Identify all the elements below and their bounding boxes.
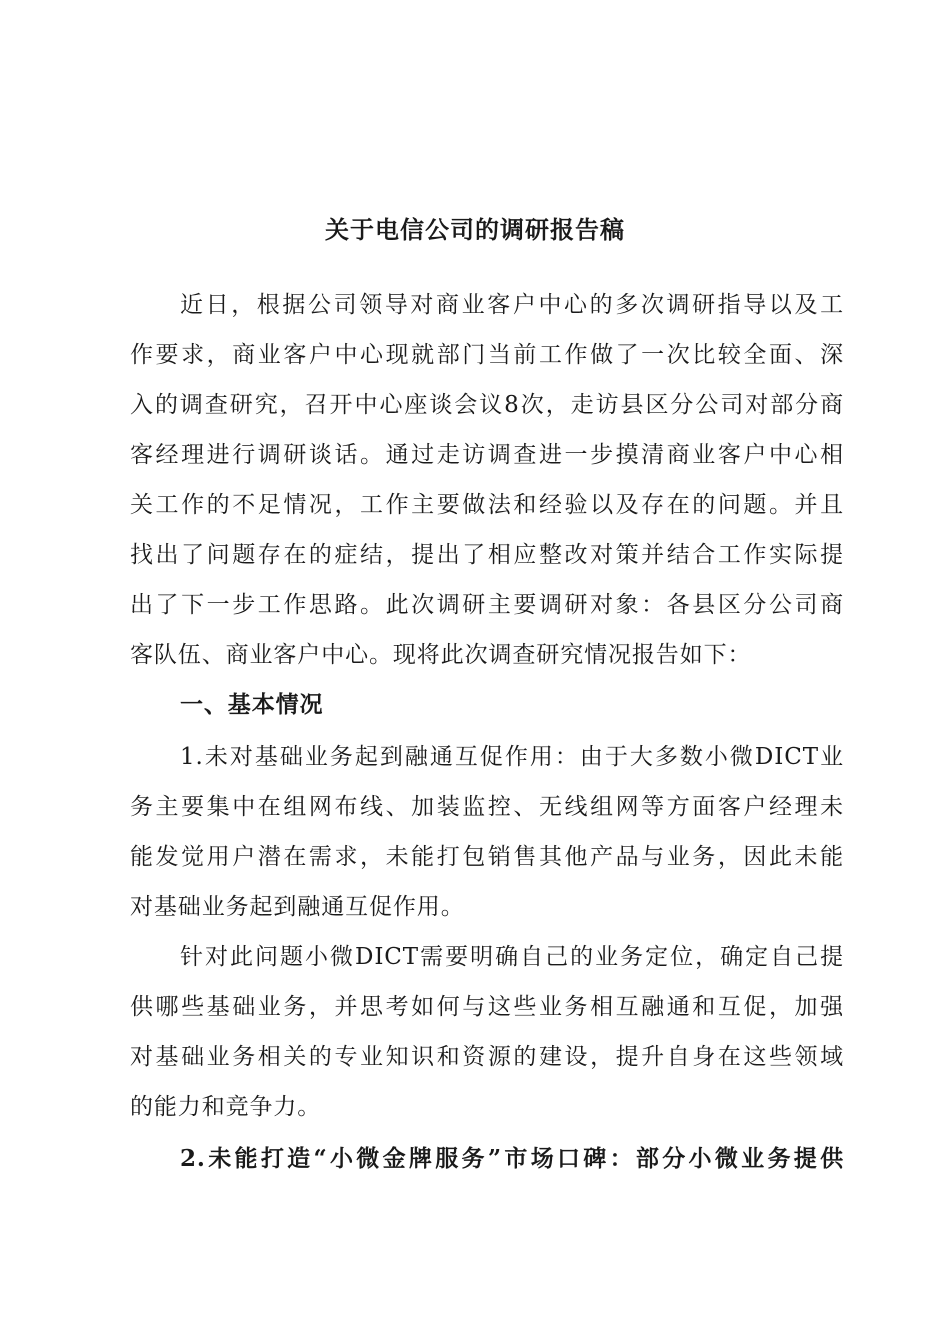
paragraph-1-line-1: 近日，根据公司领导对商业客户中心的多次调研指导以及工 <box>180 292 844 318</box>
paragraph-3-line-4: 的能力和竞争力。 <box>130 1094 322 1120</box>
section-heading-basic-situation: 一、基本情况 <box>180 691 324 718</box>
paragraph-1-line-2: 作要求，商业客户中心现就部门当前工作做了一次比较全面、深 <box>130 342 844 368</box>
paragraph-2-line-4: 对基础业务起到融通互促作用。 <box>130 894 465 920</box>
paragraph-1-line-8: 客队伍、商业客户中心。现将此次调查研究情况报告如下： <box>130 642 752 668</box>
paragraph-2-line-1: 1.未对基础业务起到融通互促作用：由于大多数小微DICT业 <box>180 744 844 770</box>
document-title: 关于电信公司的调研报告稿 <box>325 215 625 244</box>
paragraph-3-line-1: 针对此问题小微DICT需要明确自己的业务定位，确定自己提 <box>180 944 844 970</box>
paragraph-1-line-4: 客经理进行调研谈话。通过走访调查进一步摸清商业客户中心相 <box>130 442 844 468</box>
paragraph-2-line-3: 能发觉用户潜在需求，未能打包销售其他产品与业务，因此未能 <box>130 844 844 870</box>
paragraph-1-line-3: 入的调查研究，召开中心座谈会议8次，走访县区分公司对部分商 <box>130 392 844 418</box>
paragraph-3-line-2: 供哪些基础业务，并思考如何与这些业务相互融通和互促，加强 <box>130 994 844 1020</box>
paragraph-1-line-7: 出了下一步工作思路。此次调研主要调研对象：各县区分公司商 <box>130 592 844 618</box>
paragraph-1-line-6: 找出了问题存在的症结，提出了相应整改对策并结合工作实际提 <box>130 542 844 568</box>
paragraph-2-line-2: 务主要集中在组网布线、加装监控、无线组网等方面客户经理未 <box>130 794 844 820</box>
paragraph-1-line-5: 关工作的不足情况，工作主要做法和经验以及存在的问题。并且 <box>130 492 844 518</box>
paragraph-4-line-1: 2.未能打造“小微金牌服务”市场口碑：部分小微业务提供 <box>180 1145 844 1172</box>
paragraph-3-line-3: 对基础业务相关的专业知识和资源的建设，提升自身在这些领域 <box>130 1044 844 1070</box>
